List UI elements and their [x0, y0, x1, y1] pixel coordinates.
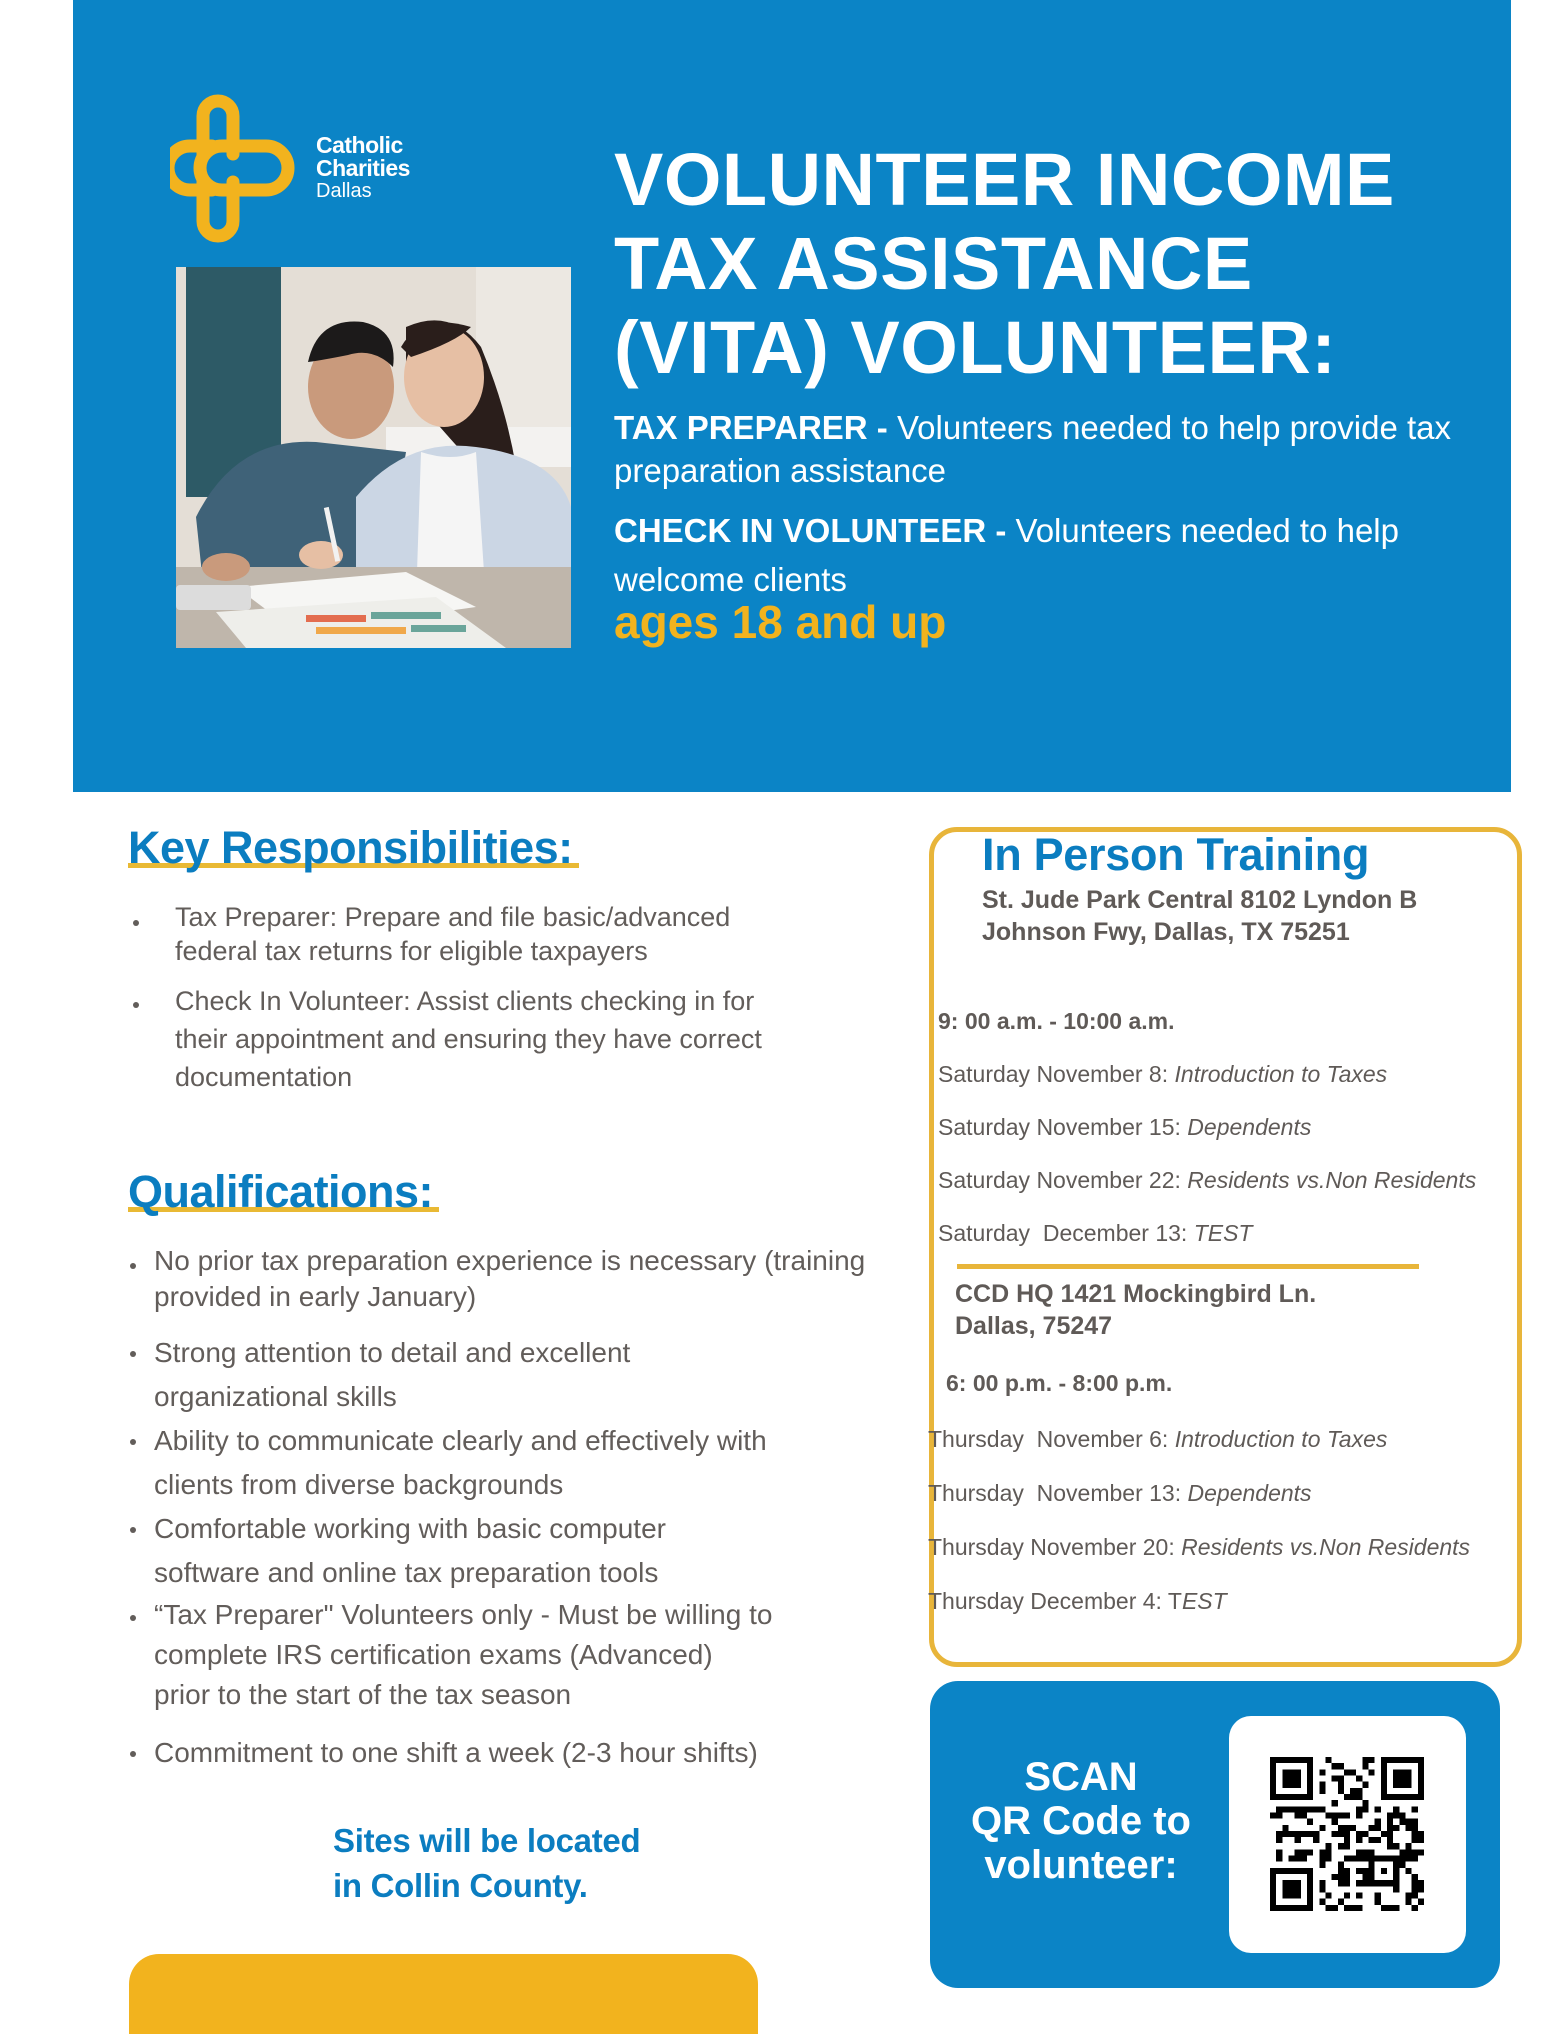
location-address [955, 1278, 1316, 1342]
scan-instructions [950, 1755, 1212, 1887]
session-date: Saturday December 13: [938, 1220, 1194, 1246]
role-check-in-volunteer [614, 506, 1494, 604]
title-line: TAX ASSISTANCE [614, 222, 1253, 305]
session-topic: TEST [1193, 1220, 1253, 1246]
training-heading: In Person Training [982, 829, 1370, 880]
session-item [938, 1154, 1476, 1207]
session-date: Saturday November 15: [938, 1114, 1188, 1140]
people-reviewing-taxes-image [176, 267, 571, 648]
role-description: Volunteers needed to help provide tax preparation assistance [614, 409, 1452, 489]
list-item-text: Ability to communicate clearly and effectively with clients from diverse backgrounds [154, 1425, 767, 1500]
session-item [928, 1466, 1470, 1520]
age-requirement: ages 18 and up [614, 596, 947, 648]
list-item-text: Comfortable working with basic computer software and online tax preparation tools [154, 1513, 666, 1588]
session-item [938, 1101, 1476, 1154]
session-list [938, 1048, 1476, 1260]
footer-yellow-panel [129, 1954, 758, 2034]
location-address [982, 884, 1417, 948]
list-item [175, 982, 775, 1096]
page-title [614, 138, 1504, 390]
list-item-text: Strong attention to detail and excellent organizational skills [154, 1337, 631, 1412]
session-item [938, 1048, 1476, 1101]
session-item [928, 1574, 1470, 1628]
session-date: Thursday November 13: [928, 1480, 1188, 1506]
list-item-text: Check In Volunteer: Assist clients checking in for their appointment and ensuring they have correct documentation [175, 986, 762, 1092]
session-date: Saturday November 8: [938, 1061, 1175, 1087]
sites-note-line: Sites will be located [333, 1822, 641, 1859]
bullet-icon [133, 920, 139, 926]
session-time: 9: 00 a.m. - 10:00 a.m. [938, 1008, 1175, 1034]
bullet-icon [133, 1002, 139, 1008]
session-topic: Residents vs.Non Residents [1187, 1167, 1477, 1193]
list-item [154, 1243, 924, 1315]
session-topic: Introduction to Taxes [1174, 1426, 1388, 1452]
bullet-icon [130, 1263, 136, 1269]
title-line: (VITA) VOLUNTEER: [614, 306, 1337, 389]
session-item [928, 1412, 1470, 1466]
role-tax-preparer [614, 406, 1494, 492]
list-item-text: No prior tax preparation experience is necessary (training provided in early January) [154, 1245, 866, 1312]
sites-location-note [333, 1818, 640, 1908]
org-name [316, 134, 410, 203]
address-line: CCD HQ 1421 Mockingbird Ln. [955, 1280, 1317, 1308]
bullet-icon [130, 1527, 136, 1533]
scan-line: volunteer: [984, 1843, 1178, 1887]
hero-photo [176, 267, 571, 648]
session-item [938, 1207, 1476, 1260]
list-item-text: “Tax Preparer" Volunteers only - Must be willing to complete IRS certification exams (Advanced) prior to the start of the tax season [154, 1599, 773, 1710]
role-label: TAX PREPARER - [614, 409, 888, 446]
location-divider [957, 1264, 1419, 1269]
sites-note-line: in Collin County. [333, 1867, 588, 1904]
scan-line: SCAN [1024, 1755, 1138, 1799]
qualifications-heading [128, 1166, 439, 1218]
session-time: 6: 00 p.m. - 8:00 p.m. [946, 1370, 1173, 1396]
session-date: Thursday November 20: [928, 1534, 1182, 1560]
org-name-line1: Catholic [316, 132, 403, 158]
bullet-icon [130, 1351, 136, 1357]
scan-line: QR Code to [971, 1799, 1191, 1843]
list-item [154, 1595, 774, 1715]
role-description: Volunteers needed to help welcome clients [614, 512, 1399, 598]
title-line: VOLUNTEER INCOME [614, 138, 1395, 221]
session-topic: Dependents [1187, 1114, 1312, 1140]
heading-text: Qualifications: [128, 1166, 434, 1217]
address-line: Dallas, 75247 [955, 1312, 1113, 1340]
qualifications-list [154, 1243, 924, 1775]
address-line: Johnson Fwy, Dallas, TX 75251 [982, 918, 1350, 946]
list-item-text: Commitment to one shift a week (2-3 hour shifts) [154, 1737, 758, 1768]
qr-code-icon[interactable] [1270, 1757, 1424, 1911]
session-topic: EST [1181, 1588, 1227, 1614]
heading-text: Key Responsibilities: [128, 822, 573, 873]
list-item-text: Tax Preparer: Prepare and file basic/advanced federal tax returns for eligible taxpayers [175, 902, 731, 966]
session-date: Saturday November 22: [938, 1167, 1188, 1193]
role-label: CHECK IN VOLUNTEER - [614, 512, 1007, 549]
bullet-icon [130, 1439, 136, 1445]
address-line: St. Jude Park Central 8102 Lyndon B [982, 886, 1418, 914]
session-item [928, 1520, 1470, 1574]
list-item [175, 900, 775, 968]
list-item [154, 1507, 744, 1595]
session-topic: Residents vs.Non Residents [1181, 1534, 1471, 1560]
bullet-icon [130, 1751, 136, 1757]
bullet-icon [130, 1615, 136, 1621]
org-name-line3: Dallas [316, 180, 372, 202]
list-item [154, 1731, 924, 1775]
session-topic: Introduction to Taxes [1174, 1061, 1388, 1087]
session-date: Thursday December 4: T [928, 1588, 1182, 1614]
session-topic: Dependents [1187, 1480, 1312, 1506]
org-name-line2: Charities [316, 155, 410, 181]
list-item [154, 1419, 774, 1507]
responsibilities-list [175, 900, 775, 1110]
key-responsibilities-heading [128, 822, 579, 874]
session-date: Thursday November 6: [928, 1426, 1175, 1452]
session-list [928, 1412, 1470, 1628]
list-item [154, 1331, 714, 1419]
